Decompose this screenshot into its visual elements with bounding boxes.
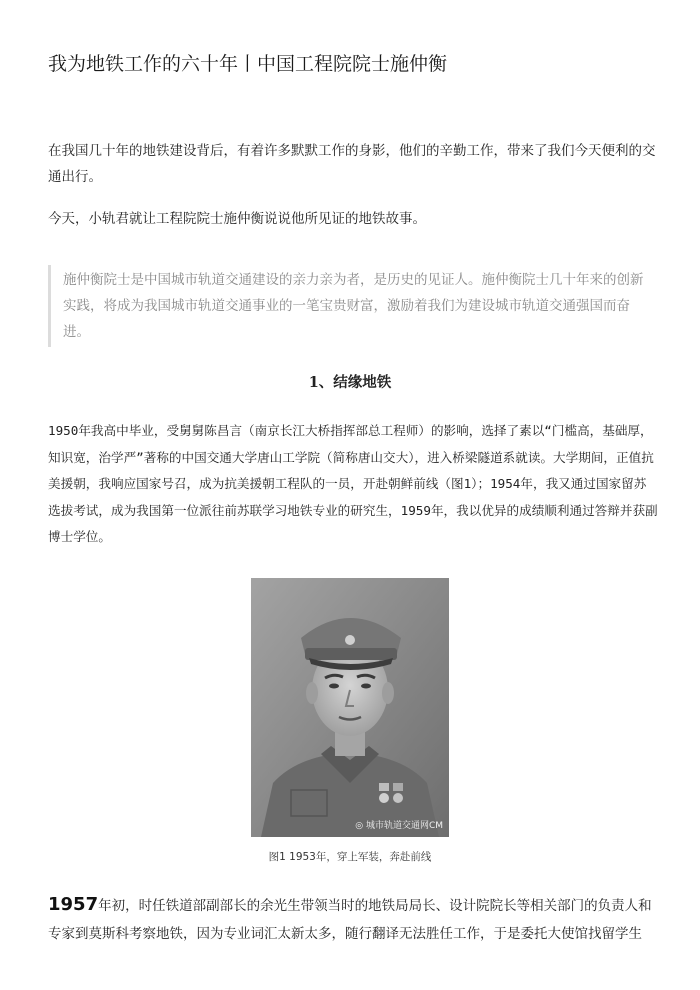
blockquote (48, 265, 656, 347)
article-title: 我为地铁工作的六十年丨中国工程院院士施仲衡 (48, 53, 448, 75)
bottom-paragraph (48, 891, 656, 948)
portrait-photo (251, 578, 449, 837)
wechat-icon: ◎ (355, 821, 364, 831)
photo-caption: 图1 1953年，穿上军装，奔赴前线 (268, 851, 432, 863)
blockquote-text: 施仲衡院士是中国城市轨道交通建设的亲力亲为者，是历史的见证人。施仲衡院士几十年来的创新实践，将成为我国城市轨道交通事业的一笔宝贵财富，激励着我们为建设城市轨道交通强国而奋进。 (63, 272, 644, 340)
intro-paragraph: 在我国几十年的地铁建设背后，有着许多默默工作的身影，他们的辛勤工作，带来了我们今天便利的交通出行。 (48, 143, 656, 185)
watermark-text: 城市轨道交通网CM (365, 821, 443, 831)
portrait-image (251, 578, 449, 837)
bottom-paragraph-text: 年初，时任铁道部副部长的余光生带领当时的地铁局局长、设计院院长等相关部门的负责人和专家到莫斯科考察地铁，因为专业词汇太新太多，随行翻译无法胜任工作，于是委托大使馆找留学生 (48, 898, 652, 942)
section-heading: 1、结缘地铁 (308, 374, 392, 391)
section-paragraph: 1950年我高中毕业，受舅舅陈昌言（南京长江大桥指挥部总工程师）的影响，选择了素以“门槛高，基础厚，知识宽，治学严”著称的中国交通大学唐山工学院（简称唐山交大），进入桥梁隧道系就读。大学期间，正值抗美援朝，我响应国家号召，成为抗美援朝工程队的一员，开赴朝鲜前线（图1）；1954年，我又通过国家留苏选拔考试，成为我国第一位派往前苏联学习地铁专业的研究生，1959年，我以优异的成绩顺利通过答辩并获副博士学位。 (48, 423, 658, 544)
intro-paragraph: 今天，小轨君就让工程院院士施仲衡说说他所见证的地铁故事。 (48, 211, 426, 227)
photo-watermark (355, 818, 443, 831)
highlighted-year: 1957 (48, 894, 99, 915)
